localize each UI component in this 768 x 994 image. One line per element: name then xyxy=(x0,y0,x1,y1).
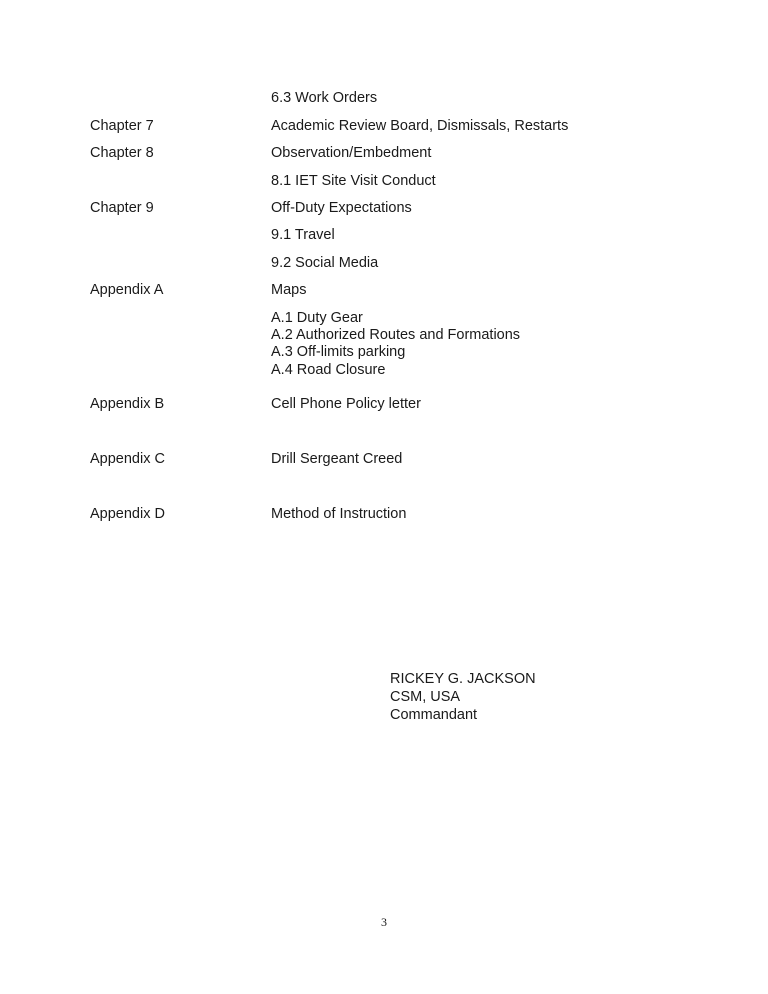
toc-appendix-a-title: Maps xyxy=(271,282,307,298)
toc-appendix-d-title: Method of Instruction xyxy=(271,506,407,522)
signature-position: Commandant xyxy=(390,707,478,723)
toc-chapter-7-title: Academic Review Board, Dismissals, Restarts xyxy=(271,118,569,134)
toc-appendix-b-title: Cell Phone Policy letter xyxy=(271,396,421,412)
toc-item-9-1: 9.1 Travel xyxy=(271,227,335,243)
toc-chapter-8-label: Chapter 8 xyxy=(90,145,154,161)
toc-item-9-2: 9.2 Social Media xyxy=(271,255,379,271)
toc-chapter-9-title: Off-Duty Expectations xyxy=(271,200,412,216)
toc-item-a-3: A.3 Off-limits parking xyxy=(271,344,406,360)
toc-chapter-7-label: Chapter 7 xyxy=(90,118,154,134)
toc-chapter-9-label: Chapter 9 xyxy=(90,200,154,216)
page-number: 3 xyxy=(381,915,387,929)
toc-appendix-d-label: Appendix D xyxy=(90,506,165,522)
toc-appendix-c-title: Drill Sergeant Creed xyxy=(271,451,403,467)
toc-item-a-1: A.1 Duty Gear xyxy=(271,310,363,326)
signature-name: RICKEY G. JACKSON xyxy=(390,671,536,687)
toc-chapter-8-title: Observation/Embedment xyxy=(271,145,432,161)
toc-item-6-3: 6.3 Work Orders xyxy=(271,90,378,106)
toc-appendix-a-label: Appendix A xyxy=(90,282,164,298)
toc-item-a-4: A.4 Road Closure xyxy=(271,362,386,378)
toc-appendix-b-label: Appendix B xyxy=(90,396,165,412)
toc-item-8-1: 8.1 IET Site Visit Conduct xyxy=(271,173,436,189)
signature-rank: CSM, USA xyxy=(390,689,461,705)
toc-item-a-2: A.2 Authorized Routes and Formations xyxy=(271,327,521,343)
toc-appendix-c-label: Appendix C xyxy=(90,451,165,467)
